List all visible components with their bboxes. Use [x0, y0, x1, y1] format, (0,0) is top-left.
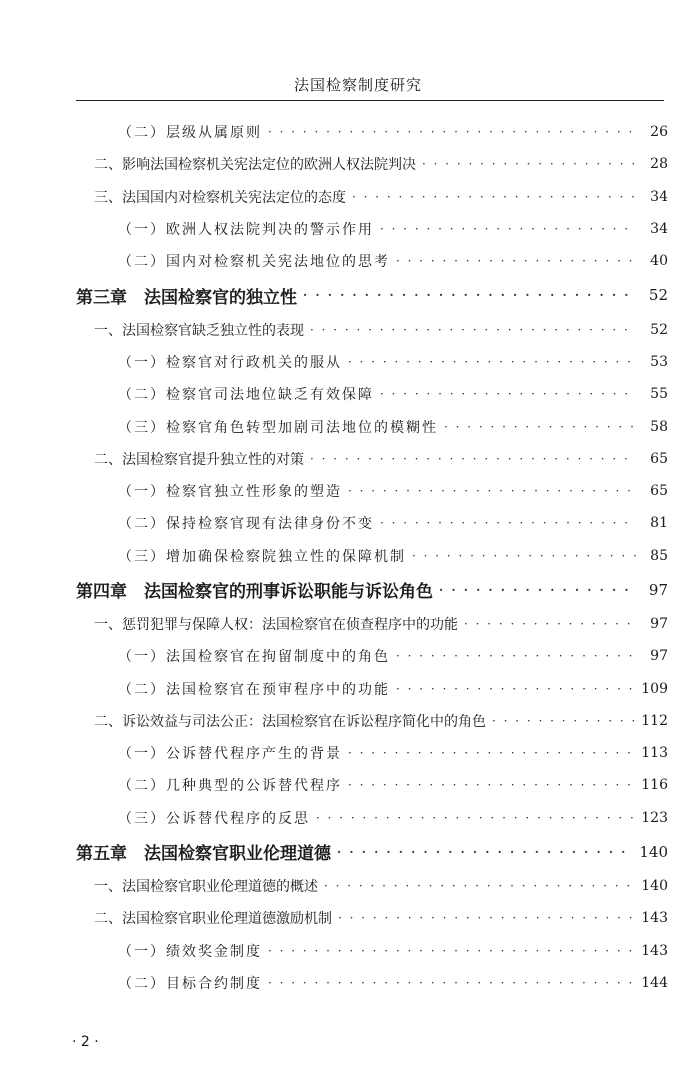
toc-chapter-entry: [0, 834, 700, 870]
toc-entry-title: （二）层级从属原则: [118, 125, 262, 142]
toc-entry-title: （一）检察官独立性形象的塑造: [118, 484, 342, 501]
toc-leader-dots: [316, 811, 635, 825]
header-rule: [76, 100, 664, 101]
toc-leader-dots: [348, 355, 636, 369]
page-number: · 2 ·: [72, 1034, 99, 1050]
toc-entry-title: （二）目标合约制度: [118, 975, 262, 992]
toc-page-number: 143: [641, 942, 668, 959]
toc-page-number: 28: [650, 156, 668, 173]
toc-entry: [0, 540, 700, 572]
toc-entry-title: 第三章 法国检察官的独立性: [76, 287, 297, 308]
toc-page-number: 97: [650, 616, 668, 632]
toc-page-number: 65: [650, 450, 668, 467]
toc-entry: [0, 769, 700, 801]
running-header: 法国检察制度研究: [293, 76, 422, 94]
toc-entry: [0, 443, 700, 475]
toc-page-number: 40: [650, 253, 668, 270]
toc-leader-dots: [310, 452, 636, 466]
toc-entry: [0, 902, 700, 934]
toc-entry-title: （二）法国检察官在预审程序中的功能: [118, 681, 390, 698]
toc-leader-dots: [268, 944, 635, 958]
toc-leader-dots: [348, 746, 635, 760]
toc-leader-dots: [380, 222, 636, 236]
toc-leader-dots: [412, 549, 636, 563]
toc-entry: [0, 245, 700, 277]
toc-leader-dots: [337, 845, 633, 859]
toc-page-number: 123: [641, 809, 668, 826]
toc-leader-dots: [396, 682, 635, 696]
toc-entry-title: 二、诉讼效益与司法公正：法国检察官在诉讼程序简化中的角色: [94, 713, 486, 730]
toc-entry-title: （一）公诉替代程序产生的背景: [118, 746, 342, 763]
toc-page-number: 26: [650, 124, 668, 141]
toc-entry-title: 第五章 法国检察官职业伦理道德: [76, 844, 331, 865]
toc-page-number: 52: [648, 286, 668, 305]
toc-entry: [0, 410, 700, 442]
toc-leader-dots: [380, 516, 636, 530]
toc-entry-title: （二）国内对检察机关宪法地位的思考: [118, 254, 390, 271]
toc-page-number: 116: [641, 777, 668, 794]
toc-leader-dots: [464, 617, 636, 631]
toc-entry-title: （三）增加确保检察院独立性的保障机制: [118, 548, 406, 565]
toc-page-number: 58: [650, 418, 668, 435]
toc-page-number: 97: [650, 648, 668, 665]
toc-leader-dots: [268, 976, 635, 990]
toc-entry: [0, 181, 700, 213]
toc-entry-title: （一）检察官对行政机关的服从: [118, 354, 342, 371]
toc-leader-dots: [348, 778, 635, 792]
toc-entry: [0, 213, 700, 245]
toc-page-number: 85: [650, 547, 668, 564]
toc-entry-title: （二）几种典型的公诉替代程序: [118, 778, 342, 795]
toc-entry: [0, 640, 700, 672]
toc-entry-title: （二）检察官司法地位缺乏有效保障: [118, 387, 374, 404]
toc-page-number: 140: [639, 842, 668, 861]
toc-entry: [0, 737, 700, 769]
toc-entry-title: （一）绩效奖金制度: [118, 943, 262, 960]
toc-entry-title: 三、法国国内对检察机关宪法定位的态度: [94, 189, 346, 206]
toc-leader-dots: [268, 125, 636, 139]
toc-leader-dots: [444, 420, 636, 434]
toc-leader-dots: [352, 190, 636, 204]
toc-entry-title: （二）保持检察官现有法律身份不变: [118, 516, 374, 533]
toc-page-number: 65: [650, 483, 668, 500]
toc-entry: [0, 378, 700, 410]
toc-leader-dots: [380, 387, 636, 401]
toc-chapter-entry: [0, 277, 700, 313]
toc-leader-dots: [348, 484, 636, 498]
toc-leader-dots: [439, 583, 636, 597]
toc-entry-title: 二、法国检察官职业伦理道德激励机制: [94, 911, 332, 928]
toc-entry: [0, 346, 700, 378]
toc-entry-title: 二、法国检察官提升独立性的对策: [94, 451, 304, 468]
toc-leader-dots: [396, 254, 636, 268]
toc-leader-dots: [396, 649, 636, 663]
toc-leader-dots: [310, 323, 636, 337]
toc-page-number: 53: [650, 353, 668, 370]
toc-entry: [0, 967, 700, 999]
toc-entry-title: 二、影响法国检察机关宪法定位的欧洲人权法院判决: [94, 157, 416, 174]
toc-page-number: 113: [641, 745, 668, 762]
toc-page-number: 144: [641, 974, 668, 991]
toc-leader-dots: [324, 879, 635, 893]
toc-page-number: 140: [641, 878, 668, 895]
toc-entry: [0, 148, 700, 180]
toc-page-number: 55: [650, 386, 668, 403]
toc-page-number: 109: [641, 680, 668, 697]
toc-leader-dots: [303, 288, 636, 302]
toc-entry-title: 第四章 法国检察官的刑事诉讼职能与诉讼角色: [76, 582, 433, 603]
toc-page-number: 81: [650, 515, 668, 532]
toc-page-number: 97: [648, 580, 668, 599]
toc-entry: [0, 475, 700, 507]
toc-entry: [0, 705, 700, 737]
toc-entry: [0, 802, 700, 834]
toc-leader-dots: [338, 911, 635, 925]
toc-page-number: 112: [641, 712, 668, 729]
toc-leader-dots: [422, 157, 636, 171]
toc-entry-title: （一）法国检察官在拘留制度中的角色: [118, 649, 390, 666]
toc-entry: [0, 507, 700, 539]
toc-entry: [0, 870, 700, 902]
toc-chapter-entry: [0, 572, 700, 608]
toc-entry: [0, 935, 700, 967]
toc-entry-title: 一、惩罚犯罪与保障人权：法国检察官在侦查程序中的功能: [94, 617, 458, 633]
toc-entry: [0, 608, 700, 640]
toc-entry: [0, 672, 700, 704]
toc-entry: [0, 313, 700, 345]
toc-entry: [0, 116, 700, 148]
toc-entry-title: （三）检察官角色转型加剧司法地位的模糊性: [118, 419, 438, 436]
toc-page-number: 34: [650, 221, 668, 238]
table-of-contents: [0, 116, 700, 999]
toc-entry-title: 一、法国检察官职业伦理道德的概述: [94, 879, 318, 896]
toc-entry-title: 一、法国检察官缺乏独立性的表现: [94, 322, 304, 339]
toc-leader-dots: [492, 714, 635, 728]
toc-page-number: 143: [641, 910, 668, 927]
toc-page-number: 34: [650, 188, 668, 205]
toc-page-number: 52: [650, 321, 668, 338]
toc-entry-title: （三）公诉替代程序的反思: [118, 810, 310, 827]
toc-entry-title: （一）欧洲人权法院判决的警示作用: [118, 222, 374, 239]
